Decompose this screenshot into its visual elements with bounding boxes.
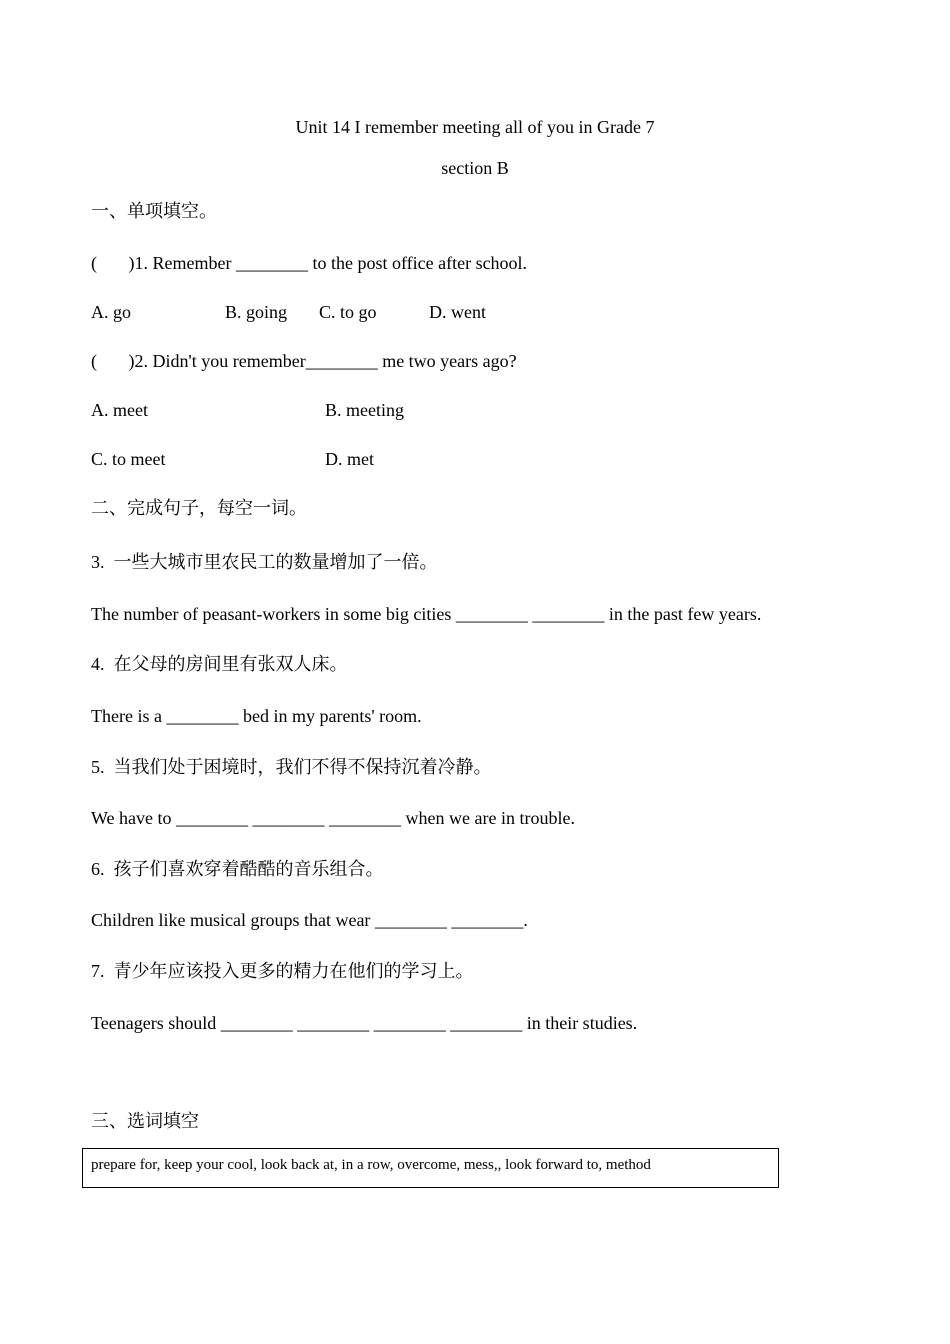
q2-option-d: D. met bbox=[325, 449, 374, 469]
q2-option-c: C. to meet bbox=[91, 449, 166, 469]
question-1-stem: ( )1. Remember ________ to the post office after school. bbox=[91, 253, 528, 273]
q1-option-b: B. going bbox=[225, 302, 288, 322]
item-5-chinese: 5. 当我们处于困境时，我们不得不保持沉着冷静。 bbox=[91, 757, 492, 777]
q1-option-d: D. went bbox=[429, 302, 486, 322]
item-4-english: There is a ________ bed in my parents' room. bbox=[91, 706, 422, 726]
q2-option-b: B. meeting bbox=[325, 400, 404, 420]
item-7-chinese: 7. 青少年应该投入更多的精力在他们的学习上。 bbox=[91, 961, 474, 981]
part1-heading: 一、单项填空。 bbox=[91, 201, 217, 221]
part3-heading: 三、选词填空 bbox=[91, 1111, 199, 1131]
item-7-english: Teenagers should ________ ________ ________ ________ in their studies. bbox=[91, 1013, 638, 1033]
question-2-stem: ( )2. Didn't you remember________ me two years ago? bbox=[91, 351, 517, 371]
item-4-chinese: 4. 在父母的房间里有张双人床。 bbox=[91, 654, 348, 674]
item-5-english: We have to ________ ________ ________ when we are in trouble. bbox=[91, 808, 575, 828]
item-3-english: The number of peasant-workers in some big cities ________ ________ in the past few years. bbox=[91, 604, 762, 624]
page-subtitle: section B bbox=[441, 158, 509, 178]
page-title: Unit 14 I remember meeting all of you in Grade 7 bbox=[295, 117, 655, 137]
word-bank-box bbox=[82, 1148, 779, 1188]
part2-heading: 二、完成句子，每空一词。 bbox=[91, 498, 307, 518]
item-3-chinese: 3. 一些大城市里农民工的数量增加了一倍。 bbox=[91, 552, 438, 572]
item-6-english: Children like musical groups that wear ________ ________. bbox=[91, 910, 528, 930]
word-bank-text: prepare for, keep your cool, look back at, in a row, overcome, mess,, look forward to, method bbox=[91, 1157, 651, 1173]
item-6-chinese: 6. 孩子们喜欢穿着酷酷的音乐组合。 bbox=[91, 859, 384, 879]
q1-option-a: A. go bbox=[91, 302, 131, 322]
q1-option-c: C. to go bbox=[319, 302, 377, 322]
q2-option-a: A. meet bbox=[91, 400, 148, 420]
